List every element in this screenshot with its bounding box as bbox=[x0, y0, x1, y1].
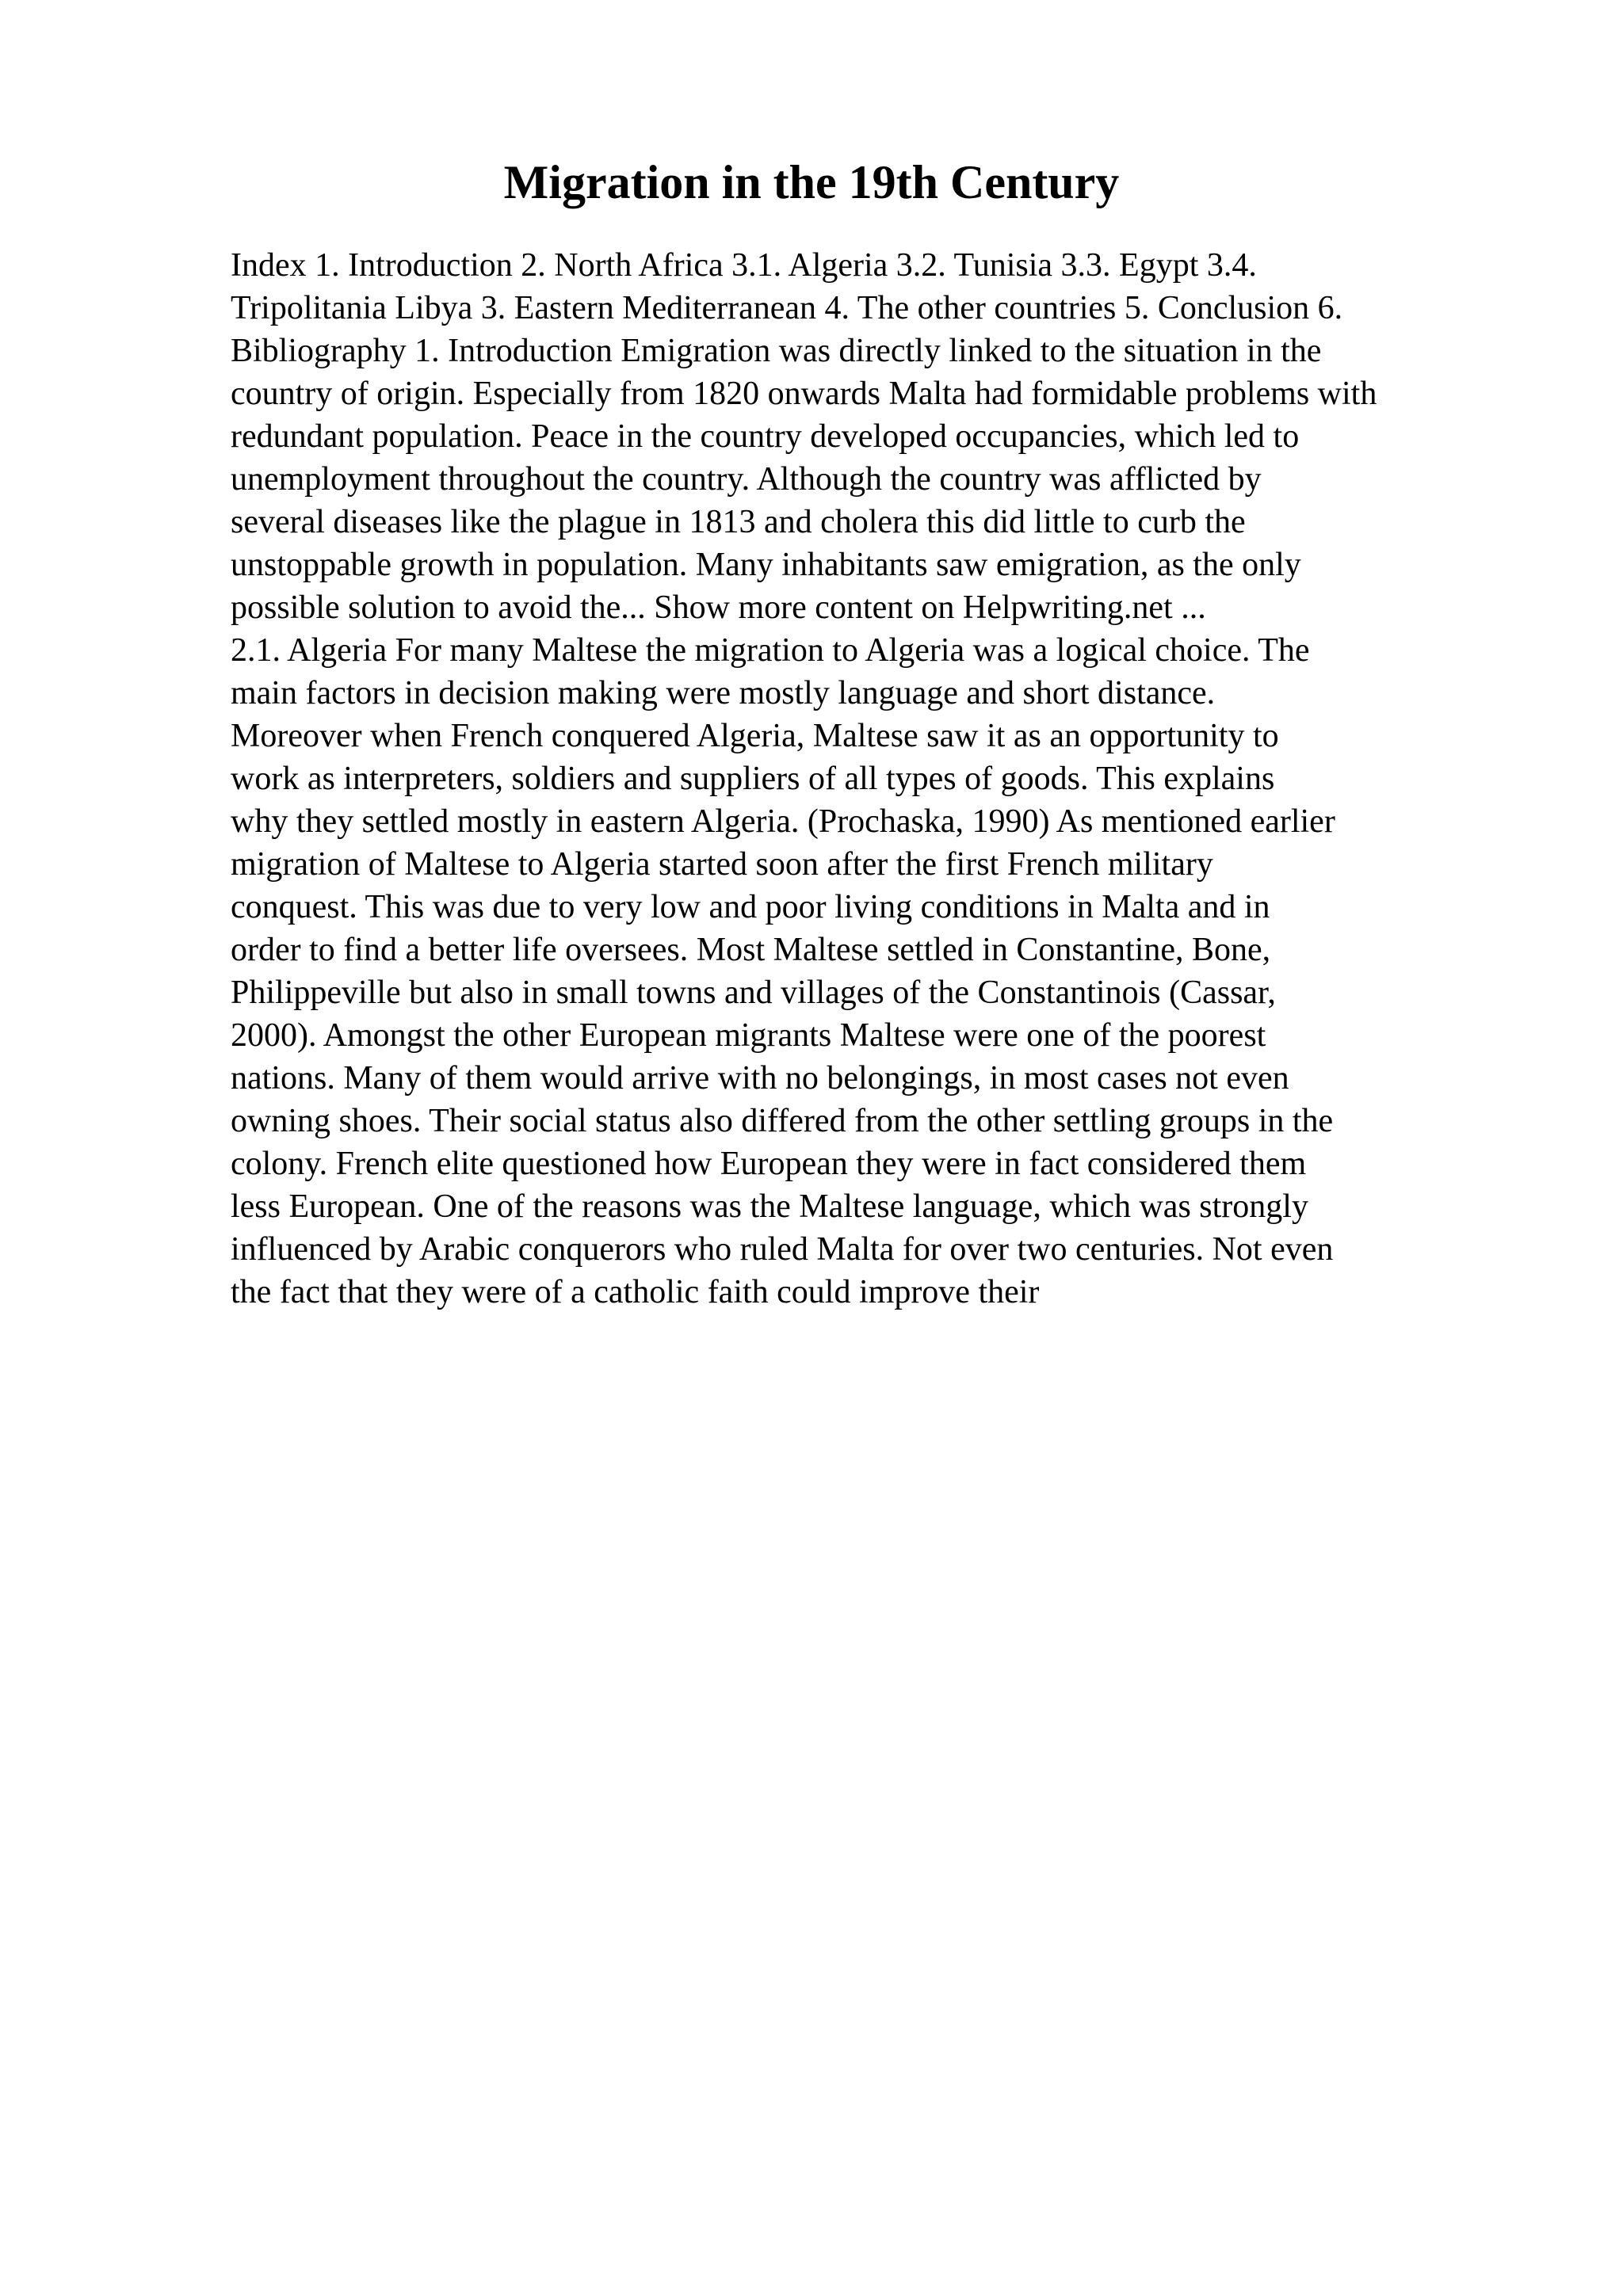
text-line: 2000). Amongst the other European migrants Maltese were one of the poorest bbox=[231, 1017, 1266, 1054]
text-line: Bibliography 1. Introduction Emigration was directly linked to the situation in the bbox=[231, 333, 1322, 369]
body-text bbox=[231, 244, 1530, 1314]
text-line: Index 1. Introduction 2. North Africa 3.1. Algeria 3.2. Tunisia 3.3. Egypt 3.4. bbox=[231, 247, 1257, 284]
text-line: Philippeville but also in small towns and villages of the Constantinois (Cassar, bbox=[231, 974, 1276, 1011]
text-line: Tripolitania Libya 3. Eastern Mediterranean 4. The other countries 5. Conclusion 6. bbox=[231, 290, 1343, 326]
text-line: possible solution to avoid the... Show more content on Helpwriting.net ... bbox=[231, 589, 1206, 626]
text-line: Moreover when French conquered Algeria, Maltese saw it as an opportunity to bbox=[231, 718, 1279, 754]
text-line: influenced by Arabic conquerors who ruled Malta for over two centuries. Not even bbox=[231, 1231, 1334, 1268]
page-title: Migration in the 19th Century bbox=[503, 156, 1120, 208]
text-line: nations. Many of them would arrive with no belongings, in most cases not even bbox=[231, 1060, 1289, 1097]
text-line: order to find a better life oversees. Most Maltese settled in Constantine, Bone, bbox=[231, 932, 1271, 968]
text-line: work as interpreters, soldiers and suppliers of all types of goods. This explains bbox=[231, 761, 1275, 797]
text-line: colony. French elite questioned how European they were in fact considered them bbox=[231, 1146, 1307, 1182]
text-line: unemployment throughout the country. Although the country was afflicted by bbox=[231, 461, 1262, 498]
text-line: 2.1. Algeria For many Maltese the migration to Algeria was a logical choice. The bbox=[231, 632, 1310, 669]
text-line: several diseases like the plague in 1813 and cholera this did little to curb the bbox=[231, 504, 1246, 540]
text-line: main factors in decision making were mostly language and short distance. bbox=[231, 675, 1216, 711]
text-line: conquest. This was due to very low and poor living conditions in Malta and in bbox=[231, 889, 1270, 925]
text-line: why they settled mostly in eastern Algeria. (Prochaska, 1990) As mentioned earlier bbox=[231, 803, 1335, 840]
text-line: country of origin. Especially from 1820 onwards Malta had formidable problems with bbox=[231, 376, 1377, 412]
text-line: owning shoes. Their social status also differed from the other settling groups in the bbox=[231, 1103, 1334, 1139]
text-line: redundant population. Peace in the country developed occupancies, which led to bbox=[231, 418, 1300, 455]
text-line: less European. One of the reasons was the Maltese language, which was strongly bbox=[231, 1188, 1308, 1225]
text-line: unstoppable growth in population. Many inhabitants saw emigration, as the only bbox=[231, 547, 1301, 583]
text-line: the fact that they were of a catholic faith could improve their bbox=[231, 1274, 1040, 1310]
text-line: migration of Maltese to Algeria started soon after the first French military bbox=[231, 846, 1213, 883]
